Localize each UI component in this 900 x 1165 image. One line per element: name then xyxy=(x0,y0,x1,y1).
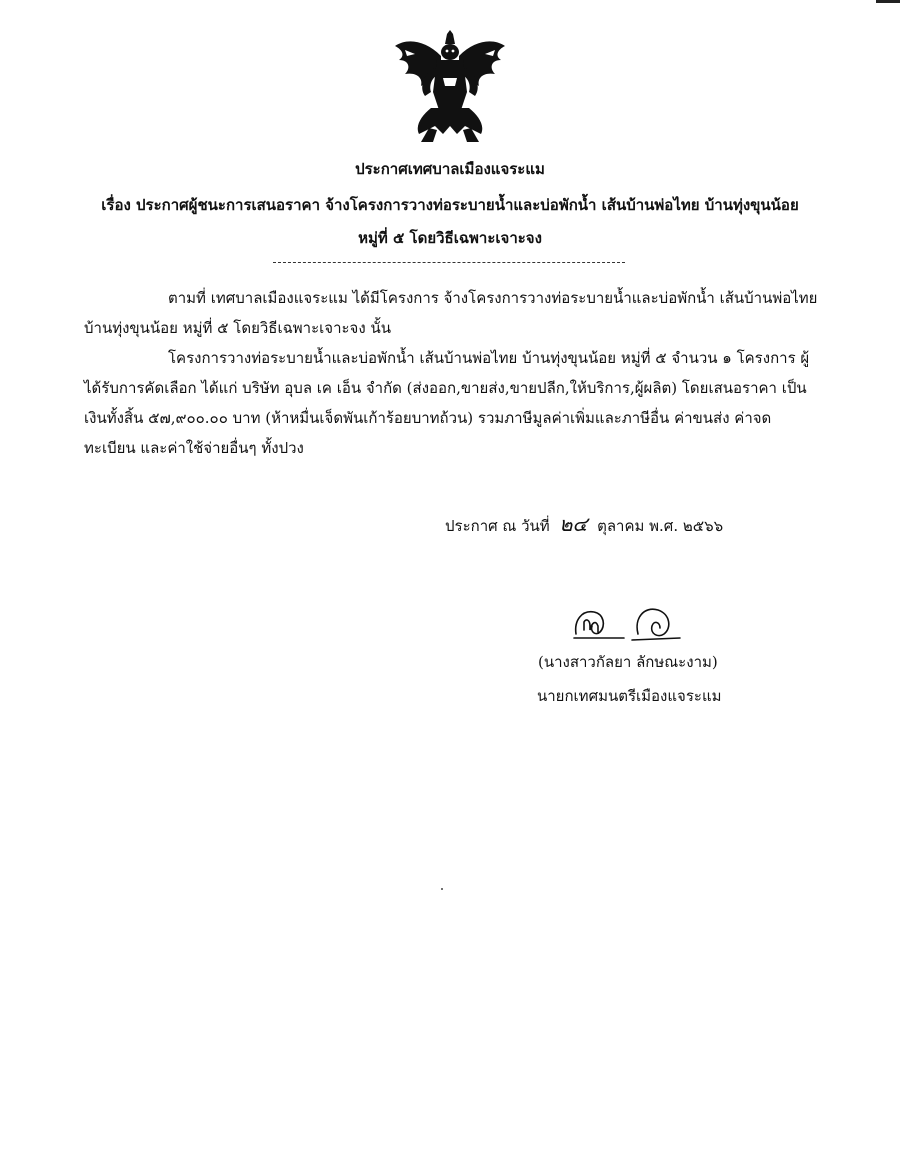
paragraph-1-line-1: ตามที่ เทศบาลเมืองแจระแม ได้มีโครงการ จ้างโครงการวางท่อระบายน้ำและบ่อพักน้ำ เส้นบ้านพ่อไทย xyxy=(168,289,818,307)
date-day-handwritten: ๒๔ xyxy=(559,512,588,536)
announcement-date xyxy=(445,508,723,540)
garuda-emblem-icon xyxy=(385,30,515,145)
paragraph-2 xyxy=(84,343,810,463)
date-month-year: ตุลาคม พ.ศ. ๒๕๖๖ xyxy=(597,517,724,535)
paragraph-2-line-1: โครงการวางท่อระบายน้ำและบ่อพักน้ำ เส้นบ้านพ่อไทย บ้านทุ่งขุนน้อย หมู่ที่ ๕ จำนวน ๑ โครงการ ผู้ xyxy=(168,349,810,367)
subject-line: เรื่อง ประกาศผู้ชนะการเสนอราคา จ้างโครงการวางท่อระบายน้ำและบ่อพักน้ำ เส้นบ้านพ่อไทย บ้านทุ่งขุนน้อย xyxy=(101,196,799,214)
scan-edge-mark xyxy=(876,0,900,3)
date-prefix: ประกาศ ณ วันที่ xyxy=(445,517,550,535)
paragraph-2-line-3: เงินทั้งสิ้น ๕๗,๙๐๐.๐๐ บาท (ห้าหมื่นเจ็ดพันเก้าร้อยบาทถ้วน) รวมภาษีมูลค่าเพิ่มและภาษีอื่น ค่าขนส่ง ค่าจด xyxy=(84,409,772,427)
handwritten-signature xyxy=(572,600,682,645)
subject-line-continued: หมู่ที่ ๕ โดยวิธีเฉพาะเจาะจง xyxy=(358,229,542,247)
paragraph-2-line-2: ได้รับการคัดเลือก ได้แก่ บริษัท อุบล เค เอ็น จำกัด (ส่งออก,ขายส่ง,ขายปลีก,ให้บริการ,ผู้ผลิต) โดยเสนอราคา เป็น xyxy=(84,379,807,397)
paragraph-1-line-2: บ้านทุ่งขุนน้อย หมู่ที่ ๕ โดยวิธีเฉพาะเจาะจง นั้น xyxy=(84,319,391,337)
signer-name: (นางสาวกัลยา ลักษณะงาม) xyxy=(538,653,718,671)
signer-title: นายกเทศมนตรีเมืองแจระแม xyxy=(537,687,722,705)
paragraph-1 xyxy=(84,283,818,343)
paragraph-2-line-4: ทะเบียน และค่าใช้จ่ายอื่นๆ ทั้งปวง xyxy=(84,439,304,457)
announcement-title: ประกาศเทศบาลเมืองแจระแม xyxy=(355,160,545,178)
dashed-divider xyxy=(273,262,625,263)
scan-speck xyxy=(441,888,443,890)
